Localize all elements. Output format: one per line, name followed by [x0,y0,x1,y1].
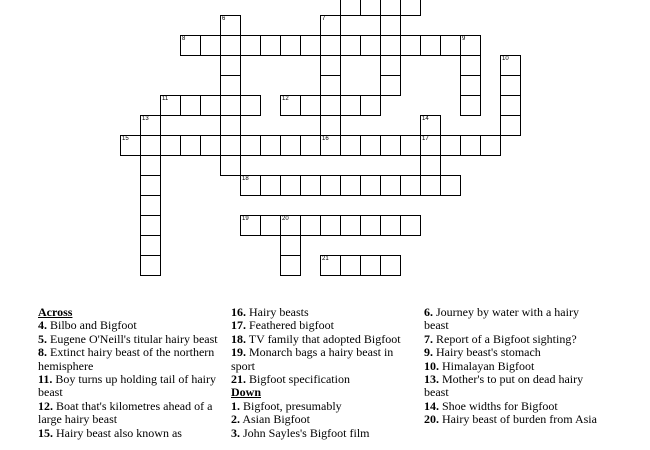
clue-across-15[interactable]: 15. Hairy beast also known as [38,425,182,440]
grid-cell[interactable] [340,95,361,116]
grid-cell[interactable] [360,0,381,16]
grid-cell[interactable] [360,175,381,196]
grid-cell[interactable] [280,235,301,256]
grid-cell[interactable] [240,175,261,196]
grid-cell[interactable] [340,255,361,276]
grid-cell[interactable] [360,215,381,236]
grid-cell[interactable] [420,35,441,56]
clue-number: 9 [462,36,466,42]
grid-cell[interactable] [320,55,341,76]
grid-cell[interactable] [320,115,341,136]
grid-cell[interactable] [380,215,401,236]
grid-cell[interactable] [320,35,341,56]
grid-cell[interactable] [300,175,321,196]
grid-cell[interactable] [300,215,321,236]
grid-cell[interactable] [240,135,261,156]
grid-cell[interactable] [140,255,161,276]
grid-cell[interactable] [200,95,221,116]
grid-cell[interactable] [200,135,221,156]
grid-cell[interactable] [460,75,481,96]
grid-cell[interactable] [300,95,321,116]
grid-cell[interactable] [160,95,181,116]
down-heading: Down [231,385,262,400]
grid-cell[interactable] [320,75,341,96]
clue-number: 15 [122,136,129,142]
grid-cell[interactable] [220,135,241,156]
clue-number: 19 [242,216,249,222]
grid-cell[interactable] [380,75,401,96]
grid-cell[interactable] [280,255,301,276]
clue-across-11[interactable]: 11. Boy turns up holding tail of hairy beast [38,372,216,400]
grid-cell[interactable] [120,135,141,156]
clues-column-1 [38,306,220,440]
grid-cell[interactable] [480,135,501,156]
grid-cell[interactable] [500,95,521,116]
clue-across-12[interactable]: 12. Boat that's kilometres ahead of a large hairy beast [38,398,213,427]
grid-cell[interactable] [140,115,161,136]
grid-cell[interactable] [340,175,361,196]
grid-cell[interactable] [220,155,241,176]
clue-number: 20 [282,216,289,222]
grid-cell[interactable] [340,35,361,56]
grid-cell[interactable] [320,255,341,276]
clue-number: 11 [162,96,169,102]
grid-cell[interactable] [180,135,201,156]
grid-cell[interactable] [420,135,441,156]
grid-cell[interactable] [380,15,401,36]
clue-down-2[interactable]: 2. Asian Bigfoot [231,412,311,427]
grid-cell[interactable] [380,135,401,156]
clue-down-7[interactable]: 7. Report of a Bigfoot sighting? [424,331,577,346]
clue-across-21[interactable]: 21. Bigfoot specification [231,372,350,387]
grid-cell[interactable] [400,175,421,196]
grid-cell[interactable] [320,215,341,236]
grid-cell[interactable] [360,35,381,56]
grid-cell[interactable] [280,135,301,156]
grid-cell[interactable] [240,215,261,236]
clue-number: 12 [282,96,289,102]
grid-cell[interactable] [260,135,281,156]
grid-cell[interactable] [420,115,441,136]
clue-across-16[interactable]: 16. Hairy beasts [231,305,309,319]
grid-cell[interactable] [300,35,321,56]
clue-across-4[interactable]: 4. Bilbo and Bigfoot [38,318,137,333]
grid-cell[interactable] [380,55,401,76]
grid-cell[interactable] [220,35,241,56]
grid-cell[interactable] [400,215,421,236]
clue-down-3[interactable]: 3. John Sayles's Bigfoot film [231,425,370,440]
grid-cell[interactable] [360,135,381,156]
clue-down-9[interactable]: 9. Hairy beast's stomach [424,345,541,360]
clue-down-10[interactable]: 10. Himalayan Bigfoot [424,358,535,373]
grid-cell[interactable] [280,215,301,236]
grid-cell[interactable] [260,215,281,236]
grid-cell[interactable] [320,15,341,36]
clues-column-2 [231,306,413,440]
grid-cell[interactable] [160,135,181,156]
grid-cell[interactable] [240,35,261,56]
clue-number: 8 [182,36,186,42]
grid-cell[interactable] [440,175,461,196]
grid-cell[interactable] [220,115,241,136]
grid-cell[interactable] [460,135,481,156]
grid-cell[interactable] [260,35,281,56]
grid-cell[interactable] [200,35,221,56]
grid-cell[interactable] [320,175,341,196]
grid-cell[interactable] [280,95,301,116]
clues-column-3 [424,306,606,427]
grid-cell[interactable] [380,35,401,56]
grid-cell[interactable] [340,0,361,16]
clue-down-13[interactable]: 13. Mother's to put on dead hairy beast [424,372,584,400]
grid-cell[interactable] [440,35,461,56]
grid-cell[interactable] [220,95,241,116]
grid-cell[interactable] [320,95,341,116]
grid-cell[interactable] [460,55,481,76]
clue-number: 6 [222,16,226,22]
clue-number: 18 [242,176,249,182]
grid-cell[interactable] [400,0,421,16]
grid-cell[interactable] [500,115,521,136]
grid-cell[interactable] [340,135,361,156]
clue-across-19[interactable]: 19. Monarch bags a hairy beast in sport [231,345,394,373]
grid-cell[interactable] [140,155,161,176]
grid-cell[interactable] [220,55,241,76]
grid-cell[interactable] [260,175,281,196]
grid-cell[interactable] [140,235,161,256]
clue-across-18[interactable]: 18. TV family that adopted Bigfoot [231,331,401,346]
grid-cell[interactable] [300,135,321,156]
grid-cell[interactable] [140,175,161,196]
clue-across-5[interactable]: 5. Eugene O'Neill's titular hairy beast [38,331,218,346]
clue-across-17[interactable]: 17. Feathered bigfoot [231,318,334,333]
grid-cell[interactable] [140,195,161,216]
grid-cell[interactable] [400,135,421,156]
grid-cell[interactable] [500,55,521,76]
grid-cell[interactable] [360,95,381,116]
grid-cell[interactable] [460,35,481,56]
clue-number: 7 [322,16,326,22]
across-heading: Across [38,305,73,319]
grid-cell[interactable] [340,215,361,236]
clue-number: 14 [422,116,429,122]
grid-cell[interactable] [460,95,481,116]
grid-cell[interactable] [220,15,241,36]
grid-cell[interactable] [320,135,341,156]
clue-number: 10 [502,56,509,62]
clue-down-6[interactable]: 6. Journey by water with a hairy beast [424,305,579,333]
grid-cell[interactable] [360,255,381,276]
clue-down-14[interactable]: 14. Shoe widths for Bigfoot [424,398,558,413]
clue-number: 21 [322,256,329,262]
grid-cell[interactable] [180,95,201,116]
clue-across-8[interactable]: 8. Extinct hairy beast of the northern hemisphere [38,345,215,373]
grid-cell[interactable] [140,215,161,236]
clue-down-20[interactable]: 20. Hairy beast of burden from Asia [424,412,597,427]
grid-cell[interactable] [240,95,261,116]
clue-number: 13 [142,116,149,122]
grid-cell[interactable] [180,35,201,56]
grid-cell[interactable] [420,155,441,176]
grid-cell[interactable] [420,175,441,196]
grid-cell[interactable] [280,175,301,196]
grid-cell[interactable] [500,75,521,96]
clue-number: 16 [322,136,329,142]
grid-cell[interactable] [380,255,401,276]
clue-number: 17 [422,136,429,142]
grid-cell[interactable] [380,0,401,16]
grid-cell[interactable] [140,135,161,156]
grid-cell[interactable] [440,135,461,156]
grid-cell[interactable] [280,35,301,56]
grid-cell[interactable] [400,35,421,56]
clue-down-1[interactable]: 1. Bigfoot, presumably [231,398,342,413]
grid-cell[interactable] [220,75,241,96]
grid-cell[interactable] [380,175,401,196]
